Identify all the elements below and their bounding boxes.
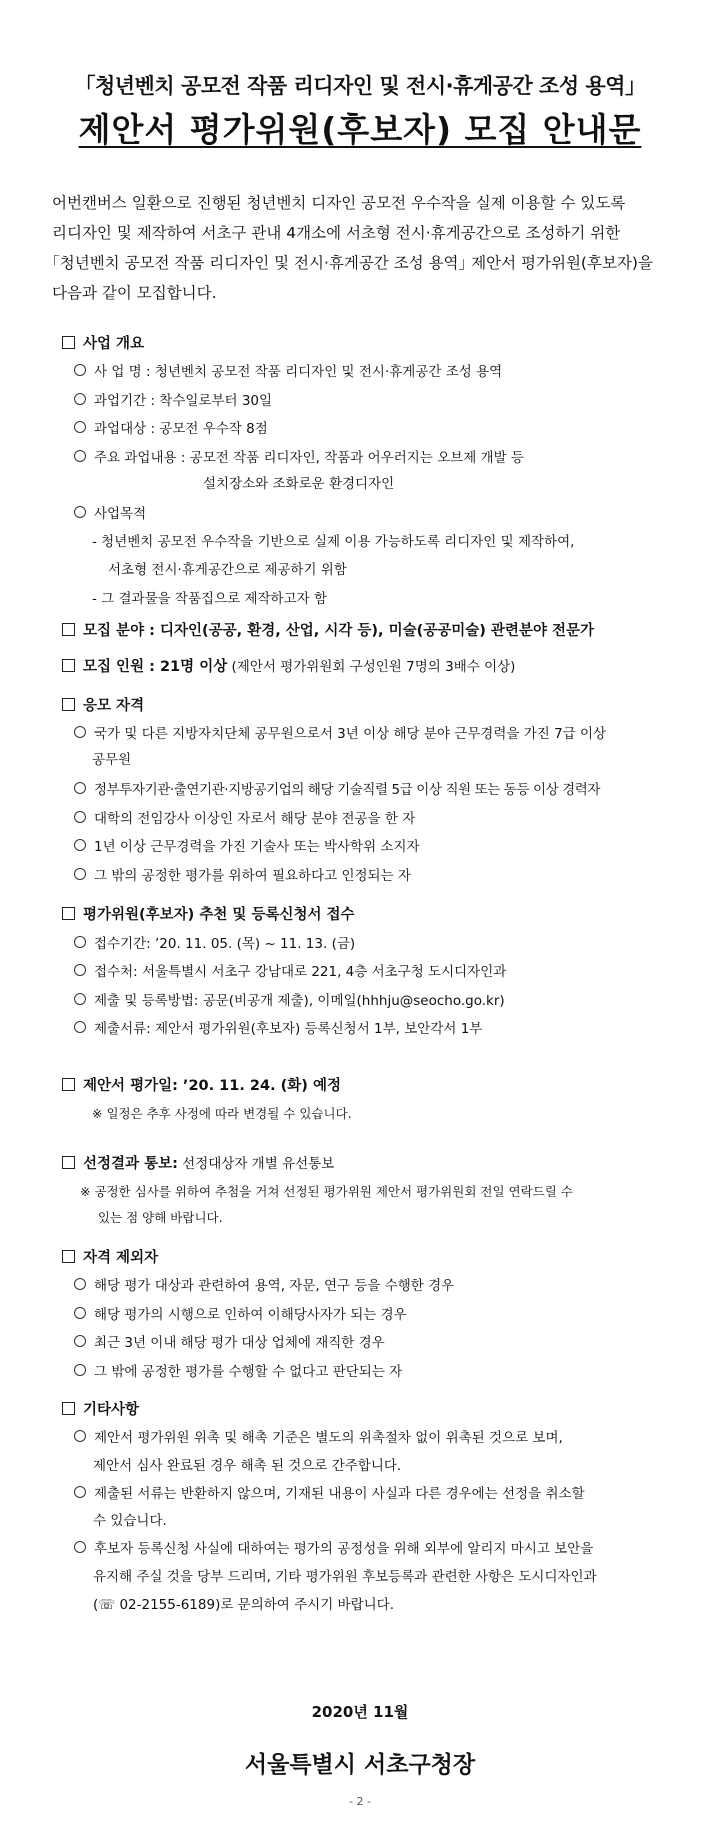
list-item: 제출된 서류는 반환하지 않으며, 기재된 내용이 사실과 다른 경우에는 선정을 취소할 xyxy=(74,1482,585,1502)
circle-bullet-icon xyxy=(74,1335,86,1347)
circle-bullet-icon xyxy=(74,506,86,518)
circle-bullet-icon xyxy=(74,1021,86,1033)
list-item: 그 밖의 공정한 평가를 위하여 필요하다고 인정되는 자 xyxy=(74,864,411,884)
circle-bullet-icon xyxy=(74,450,86,462)
list-item-continuation: 제안서 심사 완료된 경우 해촉 된 것으로 간주합니다. xyxy=(93,1458,402,1474)
list-item: 과업대상 : 공모전 우수작 8점 xyxy=(74,417,268,437)
list-item: 국가 및 다른 지방자치단체 공무원으로서 3년 이상 해당 분야 근무경력을 가진 7급 이상 xyxy=(74,722,606,742)
checkbox-square-icon xyxy=(62,623,75,636)
checkbox-square-icon xyxy=(62,1250,75,1263)
intro-paragraph: 어번캔버스 일환으로 진행된 청년벤치 디자인 공모전 우수작을 실제 이용할 수 있도록 리디자인 및 제작하여 서초구 관내 4개소에 서초형 전시·휴게공간으로 조성하기 위한 ｢청년벤치 공모전 작품 리디자인 및 전시·휴게공간 조성 용역｣ 제안서 평가위원(후보자)을 다음과 같이 모집합니다. xyxy=(52,194,653,302)
document-title-line1: 「청년벤치 공모전 작품 리디자인 및 전시·휴게공간 조성 용역」 xyxy=(74,74,646,98)
list-item: 사업목적 xyxy=(74,502,146,522)
checkbox-square-icon xyxy=(62,907,75,920)
list-item-continuation: 유지해 주실 것을 당부 드리며, 기타 평가위원 후보등록과 관련한 사항은 도시디자인과 xyxy=(93,1569,597,1585)
checkbox-square-icon xyxy=(62,1156,75,1169)
list-item: 후보자 등록신청 사실에 대하여는 평가의 공정성을 위해 외부에 알리지 마시고 보안을 xyxy=(74,1537,593,1557)
note: ※ 일정은 추후 사정에 따라 변경될 수 있습니다. xyxy=(92,1106,352,1121)
list-item: 그 밖에 공정한 평가를 수행할 수 없다고 판단되는 자 xyxy=(74,1360,402,1380)
circle-bullet-icon xyxy=(74,1307,86,1319)
list-item: 접수기간: ’20. 11. 05. (목) ~ 11. 13. (금) xyxy=(74,932,355,952)
list-item-continuation: (☏ 02-2155-6189)로 문의하여 주시기 바랍니다. xyxy=(93,1597,394,1613)
sub-item: - 그 결과물을 작품집으로 제작하고자 함 xyxy=(92,591,327,607)
list-item: 사 업 명 : 청년벤치 공모전 작품 리디자인 및 전시·휴게공간 조성 용역 xyxy=(74,360,502,380)
checkbox-square-icon xyxy=(62,1078,75,1091)
note: ※ 공정한 심사를 위하여 추첨을 거쳐 선정된 평가위원 제안서 평가위원회 전일 연락드릴 수 xyxy=(80,1184,573,1199)
circle-bullet-icon xyxy=(74,964,86,976)
circle-bullet-icon xyxy=(74,421,86,433)
page-number: - 2 - xyxy=(349,1795,371,1808)
list-item: 1년 이상 근무경력을 가진 기술사 또는 박사학위 소지자 xyxy=(74,835,420,855)
checkbox-square-icon xyxy=(62,659,75,672)
section-application: 평가위원(후보자) 추천 및 등록신청서 접수 xyxy=(62,903,355,924)
list-item: 과업기간 : 착수일로부터 30일 xyxy=(74,389,272,409)
list-item: 제출서류: 제안서 평가위원(후보자) 등록신청서 1부, 보안각서 1부 xyxy=(74,1017,482,1037)
circle-bullet-icon xyxy=(74,936,86,948)
list-item-continuation: 공무원 xyxy=(92,752,132,768)
section-business-overview: 사업 개요 xyxy=(62,332,144,353)
section-disqualification: 자격 제외자 xyxy=(62,1246,158,1267)
list-item: 해당 평가의 시행으로 인하여 이해당사자가 되는 경우 xyxy=(74,1303,407,1323)
list-item: 대학의 전임강사 이상인 자로서 해당 분야 전공을 한 자 xyxy=(74,807,415,827)
list-item-continuation: 설치장소와 조화로운 환경디자인 xyxy=(203,476,395,492)
section-recruit-count: 모집 인원 : 21명 이상 (제안서 평가위원회 구성인원 7명의 3배수 이상) xyxy=(62,655,515,676)
circle-bullet-icon xyxy=(74,726,86,738)
list-item-continuation: 수 있습니다. xyxy=(93,1513,167,1529)
circle-bullet-icon xyxy=(74,811,86,823)
checkbox-square-icon xyxy=(62,336,75,349)
section-recruit-field: 모집 분야 : 디자인(공공, 환경, 산업, 시각 등), 미술(공공미술) 관련분야 전문가 xyxy=(62,619,594,640)
section-result-notice: 선정결과 통보: 선정대상자 개별 유선통보 xyxy=(62,1152,334,1173)
list-item: 최근 3년 이내 해당 평가 대상 업체에 재직한 경우 xyxy=(74,1331,385,1351)
issuer-name: 서울특별시 서초구청장 xyxy=(244,1752,476,1778)
list-item: 제안서 평가위원 위촉 및 해촉 기준은 별도의 위촉절차 없이 위촉된 것으로 보며, xyxy=(74,1426,563,1446)
circle-bullet-icon xyxy=(74,1430,86,1442)
note-continuation: 있는 점 양해 바랍니다. xyxy=(98,1210,223,1225)
circle-bullet-icon xyxy=(74,782,86,794)
list-item: 해당 평가 대상과 관련하여 용역, 자문, 연구 등을 수행한 경우 xyxy=(74,1274,454,1294)
section-other: 기타사항 xyxy=(62,1398,139,1419)
list-item: 주요 과업내용 : 공모전 작품 리디자인, 작품과 어우러지는 오브제 개발 등 xyxy=(74,446,524,466)
list-item: 정부투자기관·출연기관·지방공기업의 해당 기술직렬 5급 이상 직원 또는 동등 이상 경력자 xyxy=(74,778,600,798)
document-title-line2: 제안서 평가위원(후보자) 모집 안내문 xyxy=(78,110,642,149)
list-item: 접수처: 서울특별시 서초구 강남대로 221, 4층 서초구청 도시디자인과 xyxy=(74,960,506,980)
section-evaluation-date: 제안서 평가일: ’20. 11. 24. (화) 예정 xyxy=(62,1074,341,1095)
checkbox-square-icon xyxy=(62,1402,75,1415)
sub-item: - 청년벤치 공모전 우수작을 기반으로 실제 이용 가능하도록 리디자인 및 제작하여, xyxy=(92,534,575,550)
circle-bullet-icon xyxy=(74,1541,86,1553)
circle-bullet-icon xyxy=(74,1364,86,1376)
checkbox-square-icon xyxy=(62,698,75,711)
circle-bullet-icon xyxy=(74,1486,86,1498)
section-eligibility: 응모 자격 xyxy=(62,694,144,715)
list-item: 제출 및 등록방법: 공문(비공개 제출), 이메일(hhhju@seocho.go.kr) xyxy=(74,989,505,1009)
sub-item: 서초형 전시·휴게공간으로 제공하기 위함 xyxy=(108,562,347,578)
circle-bullet-icon xyxy=(74,993,86,1005)
circle-bullet-icon xyxy=(74,364,86,376)
circle-bullet-icon xyxy=(74,393,86,405)
issue-date: 2020년 11월 xyxy=(311,1703,409,1721)
circle-bullet-icon xyxy=(74,1278,86,1290)
circle-bullet-icon xyxy=(74,868,86,880)
circle-bullet-icon xyxy=(74,839,86,851)
